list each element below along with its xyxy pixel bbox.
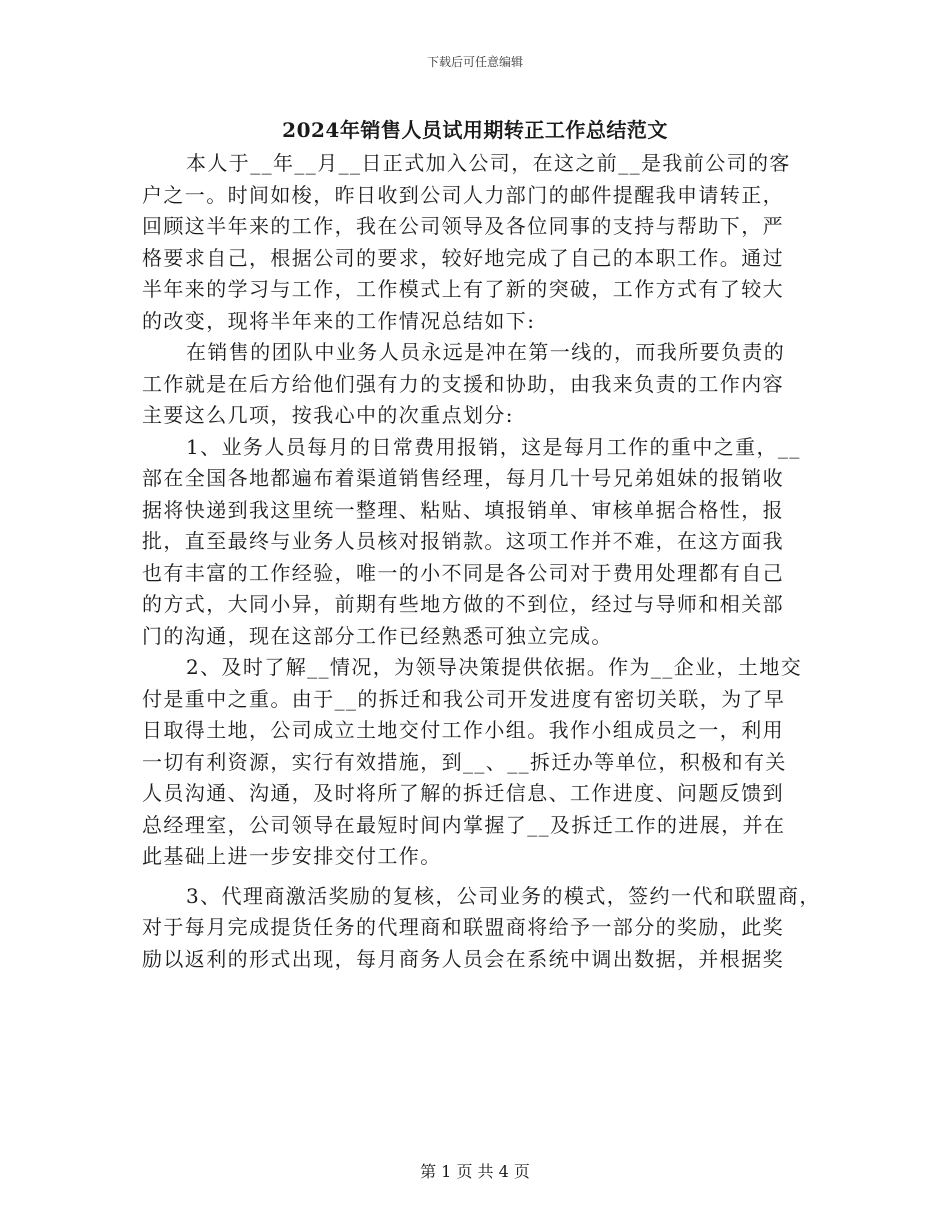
paragraph-line: 1、业务人员每月的日常费用报销，这是每月工作的重中之重，__ bbox=[186, 434, 801, 459]
paragraph-line: 主要这么几项，按我心中的次重点划分: bbox=[142, 403, 514, 427]
document-body bbox=[142, 148, 832, 975]
paragraph-line: 在销售的团队中业务人员永远是冲在第一线的，而我所要负责的 bbox=[186, 340, 786, 364]
paragraph-line: 总经理室，公司领导在最短时间内掌握了__及拆迁工作的进展，并在 bbox=[142, 812, 786, 837]
paragraph-line: 批，直至最终与业务人员核对报销款。这项工作并不难，在这方面我 bbox=[142, 529, 784, 553]
paragraph-line: 回顾这半年来的工作，我在公司领导及各位同事的支持与帮助下，严 bbox=[142, 214, 784, 238]
paragraph-line: 的改变，现将半年来的工作情况总结如下: bbox=[142, 308, 536, 333]
paragraph-line: 格要求自己，根据公司的要求，较好地完成了自己的本职工作。通过 bbox=[142, 245, 784, 270]
paragraph-line: 门的沟通，现在这部分工作已经熟悉可独立完成。 bbox=[142, 623, 613, 648]
paragraph-line: 户之一。时间如梭，昨日收到公司人力部门的邮件提醒我申请转正， bbox=[142, 182, 784, 207]
paragraph-line: 据将快递到我这里统一整理、粘贴、填报销单、审核单据合格性，报 bbox=[142, 497, 784, 522]
paragraph-line: 3、代理商激活奖励的复核，公司业务的模式，签约一代和联盟商， bbox=[186, 883, 821, 908]
paragraph-line: 也有丰富的工作经验，唯一的小不同是各公司对于费用处理都有自己 bbox=[142, 560, 784, 585]
paragraph-line: 日取得土地，公司成立土地交付工作小组。我作小组成员之一，利用 bbox=[142, 718, 784, 742]
paragraph-line: 一切有利资源，实行有效措施，到__、__拆迁办等单位，积极和有关 bbox=[142, 749, 787, 774]
paragraph-line: 2、及时了解__情况，为领导决策提供依据。作为__企业，土地交 bbox=[186, 655, 803, 679]
page-footer: 第 1 页 共 4 页 bbox=[420, 1162, 530, 1181]
paragraph-line: 对于每月完成提货任务的代理商和联盟商将给予一部分的奖励，此奖 bbox=[142, 915, 784, 939]
paragraph-line: 付是重中之重。由于__的拆迁和我公司开发进度有密切关联，为了早 bbox=[142, 686, 786, 711]
paragraph-line: 此基础上进一步安排交付工作。 bbox=[142, 844, 442, 868]
paragraph-line: 半年来的学习与工作，工作模式上有了新的突破，工作方式有了较大 bbox=[142, 277, 784, 301]
paragraph-line: 部在全国各地都遍布着渠道销售经理，每月几十号兄弟姐妹的报销收 bbox=[142, 466, 784, 490]
document-title: 2024年销售人员试用期转正工作总结范文 bbox=[282, 118, 668, 142]
paragraph-line: 励以返利的形式出现，每月商务人员会在系统中调出数据，并根据奖 bbox=[142, 946, 784, 971]
paragraph-line: 人员沟通、沟通，及时将所了解的拆迁信息、工作进度、问题反馈到 bbox=[142, 781, 784, 805]
paragraph-line: 本人于__年__月__日正式加入公司，在这之前__是我前公司的客 bbox=[186, 151, 791, 175]
paragraph-line: 的方式，大同小异，前期有些地方做的不到位，经过与导师和相关部 bbox=[142, 592, 784, 616]
paragraph-line: 工作就是在后方给他们强有力的支援和协助，由我来负责的工作内容 bbox=[142, 371, 784, 396]
header-note: 下载后可任意编辑 bbox=[426, 55, 523, 69]
